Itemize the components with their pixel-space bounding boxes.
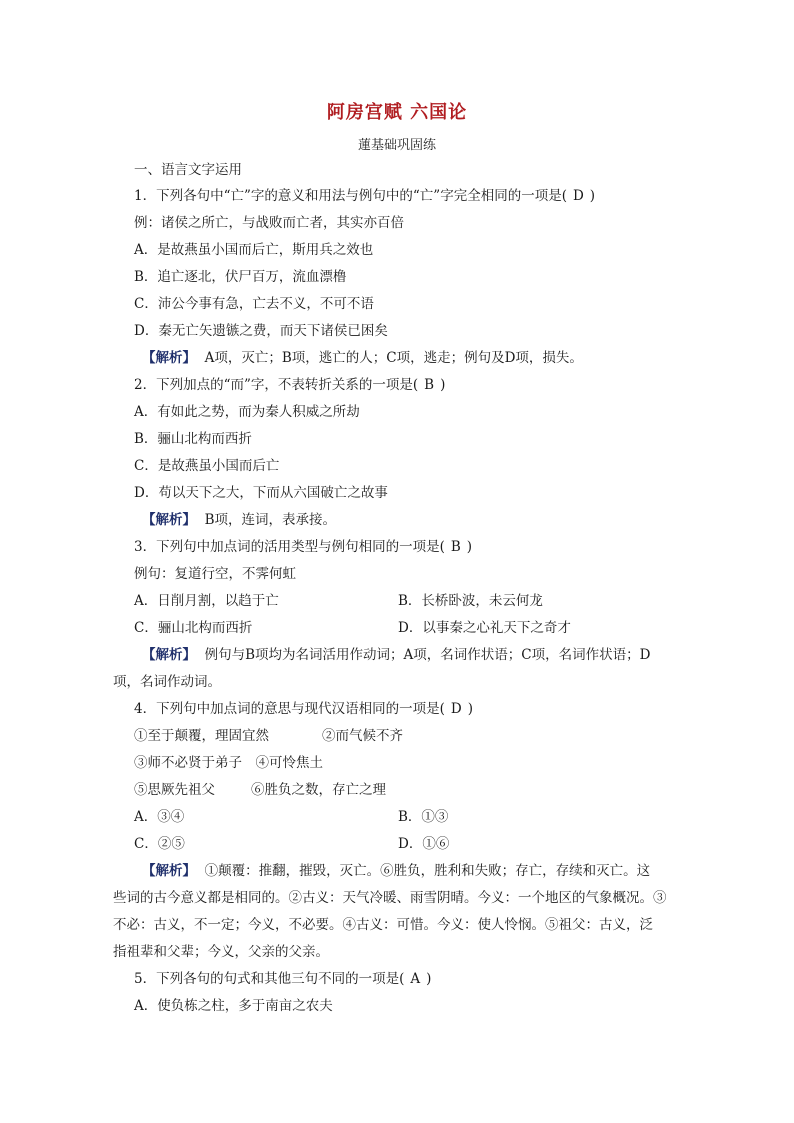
question-5-close: ) — [426, 971, 432, 987]
question-4-option-d: D．①⑥ — [398, 836, 450, 852]
question-5-option-a: A．使负栋之柱，多于南亩之农夫 — [134, 998, 333, 1014]
question-1-example: 例：诸侯之所亡，与战败而亡者，其实亦百倍 — [134, 215, 404, 231]
page-subtitle: 蓮基础巩固练 — [357, 138, 436, 153]
question-2-option-d: D．苟以天下之大，下而从六国破亡之故事 — [134, 485, 388, 501]
analysis-tag: 【解析】 — [142, 647, 196, 663]
question-4-stem — [134, 699, 473, 719]
question-2-stem — [134, 375, 445, 395]
question-4-text: 4．下列句中加点词的意思与现代汉语相同的一项是( — [134, 701, 445, 717]
question-2-option-b: B．骊山北构而西折 — [134, 431, 252, 447]
question-4-analysis-line-4: 指祖辈和父辈；今义，父亲的父亲。 — [113, 944, 329, 960]
question-1-close: ) — [589, 188, 596, 204]
question-4-close: ) — [467, 701, 473, 717]
question-4-item-6: ⑥胜负之数，存亡之理 — [251, 782, 386, 798]
question-3-answer: B — [450, 539, 461, 555]
question-4-analysis-line-3: 不必：古义，不一定；今义，不必要。④古义：可惜。今义：使人怜悯。⑤祖父：古义，泛 — [113, 917, 653, 933]
question-3-example: 例句：复道行空，不霁何虹 — [134, 566, 296, 582]
question-4-option-c: C．②⑤ — [134, 836, 185, 852]
question-2-answer: B — [424, 377, 435, 393]
question-4-option-b: B．①③ — [398, 809, 449, 825]
question-3-analysis-cont: 项，名词作动词。 — [113, 674, 221, 690]
question-4-analysis-line-2: 些词的古今意义都是相同的。②古义：天气冷暖、雨雪阴晴。今义：一个地区的气象概况。③ — [113, 890, 667, 906]
analysis-tag: 【解析】 — [142, 863, 196, 879]
question-3-option-b: B．长桥卧波，未云何龙 — [398, 593, 543, 609]
analysis-tag: 【解析】 — [142, 350, 196, 366]
question-2-text: 2．下列加点的“而”字，不表转折关系的一项是( — [134, 377, 419, 393]
question-4-analysis — [142, 861, 650, 881]
question-4-answer: D — [450, 701, 462, 717]
question-5-text: 5．下列各句的句式和其他三句不同的一项是( — [134, 971, 405, 987]
question-3-option-a: A．日削月割，以趋于亡 — [134, 593, 279, 609]
question-2-close: ) — [440, 377, 446, 393]
question-1-analysis — [142, 348, 583, 368]
question-2-analysis — [142, 510, 336, 530]
question-4-item-1: ①至于颠覆，理固宜然 — [134, 728, 269, 744]
question-4-item-5: ⑤思厥先祖父 — [134, 782, 215, 798]
question-1-option-b: B．追亡逐北，伏尸百万，流血漂橹 — [134, 269, 347, 285]
analysis-tag: 【解析】 — [142, 512, 196, 528]
analysis-text: 例句与B项均为名词活用作动词；A项，名词作状语；C项，名词作状语；D — [204, 647, 651, 663]
question-1-option-c: C．沛公今事有急，亡去不义，不可不语 — [134, 296, 374, 312]
analysis-text: B项，连词，表承接。 — [204, 512, 337, 528]
question-1-option-a: A．是故燕虽小国而后亡，斯用兵之效也 — [134, 242, 374, 258]
question-4-option-a: A．③④ — [134, 809, 185, 825]
question-2-option-a: A．有如此之势，而为秦人积威之所劫 — [134, 404, 360, 420]
question-3-text: 3．下列句中加点词的活用类型与例句相同的一项是( — [134, 539, 445, 555]
question-3-stem — [134, 537, 472, 557]
section-heading: 一、语言文字运用 — [134, 162, 242, 178]
page-title: 阿房宫赋 六国论 — [326, 102, 468, 123]
question-4-items-3-4: ③师不必贤于弟子 ④可怜焦土 — [134, 755, 323, 771]
analysis-text: ①颠覆：推翻，摧毁，灭亡。⑥胜负，胜利和失败；存亡，存续和灭亡。这 — [204, 863, 651, 879]
question-1-option-d: D．秦无亡矢遗镞之费，而天下诸侯已困矣 — [134, 323, 388, 339]
question-3-option-c: C．骊山北构而西折 — [134, 620, 253, 636]
question-3-close: ) — [466, 539, 473, 555]
question-1-text: 1．下列各句中“亡”字的意义和用法与例句中的“亡”字完全相同的一项是( — [134, 188, 567, 204]
question-3-analysis — [142, 645, 650, 665]
question-4-item-2: ②而气候不齐 — [322, 728, 403, 744]
question-1-stem — [134, 186, 595, 206]
question-3-option-d: D．以事秦之心礼天下之奇才 — [398, 620, 571, 636]
analysis-text: A项，灭亡；B项，逃亡的人；C项，逃走；例句及D项，损失。 — [204, 350, 583, 366]
question-5-answer: A — [410, 971, 421, 987]
question-2-option-c: C．是故燕虽小国而后亡 — [134, 458, 280, 474]
question-1-answer: D — [572, 188, 584, 204]
question-5-stem — [134, 969, 431, 989]
